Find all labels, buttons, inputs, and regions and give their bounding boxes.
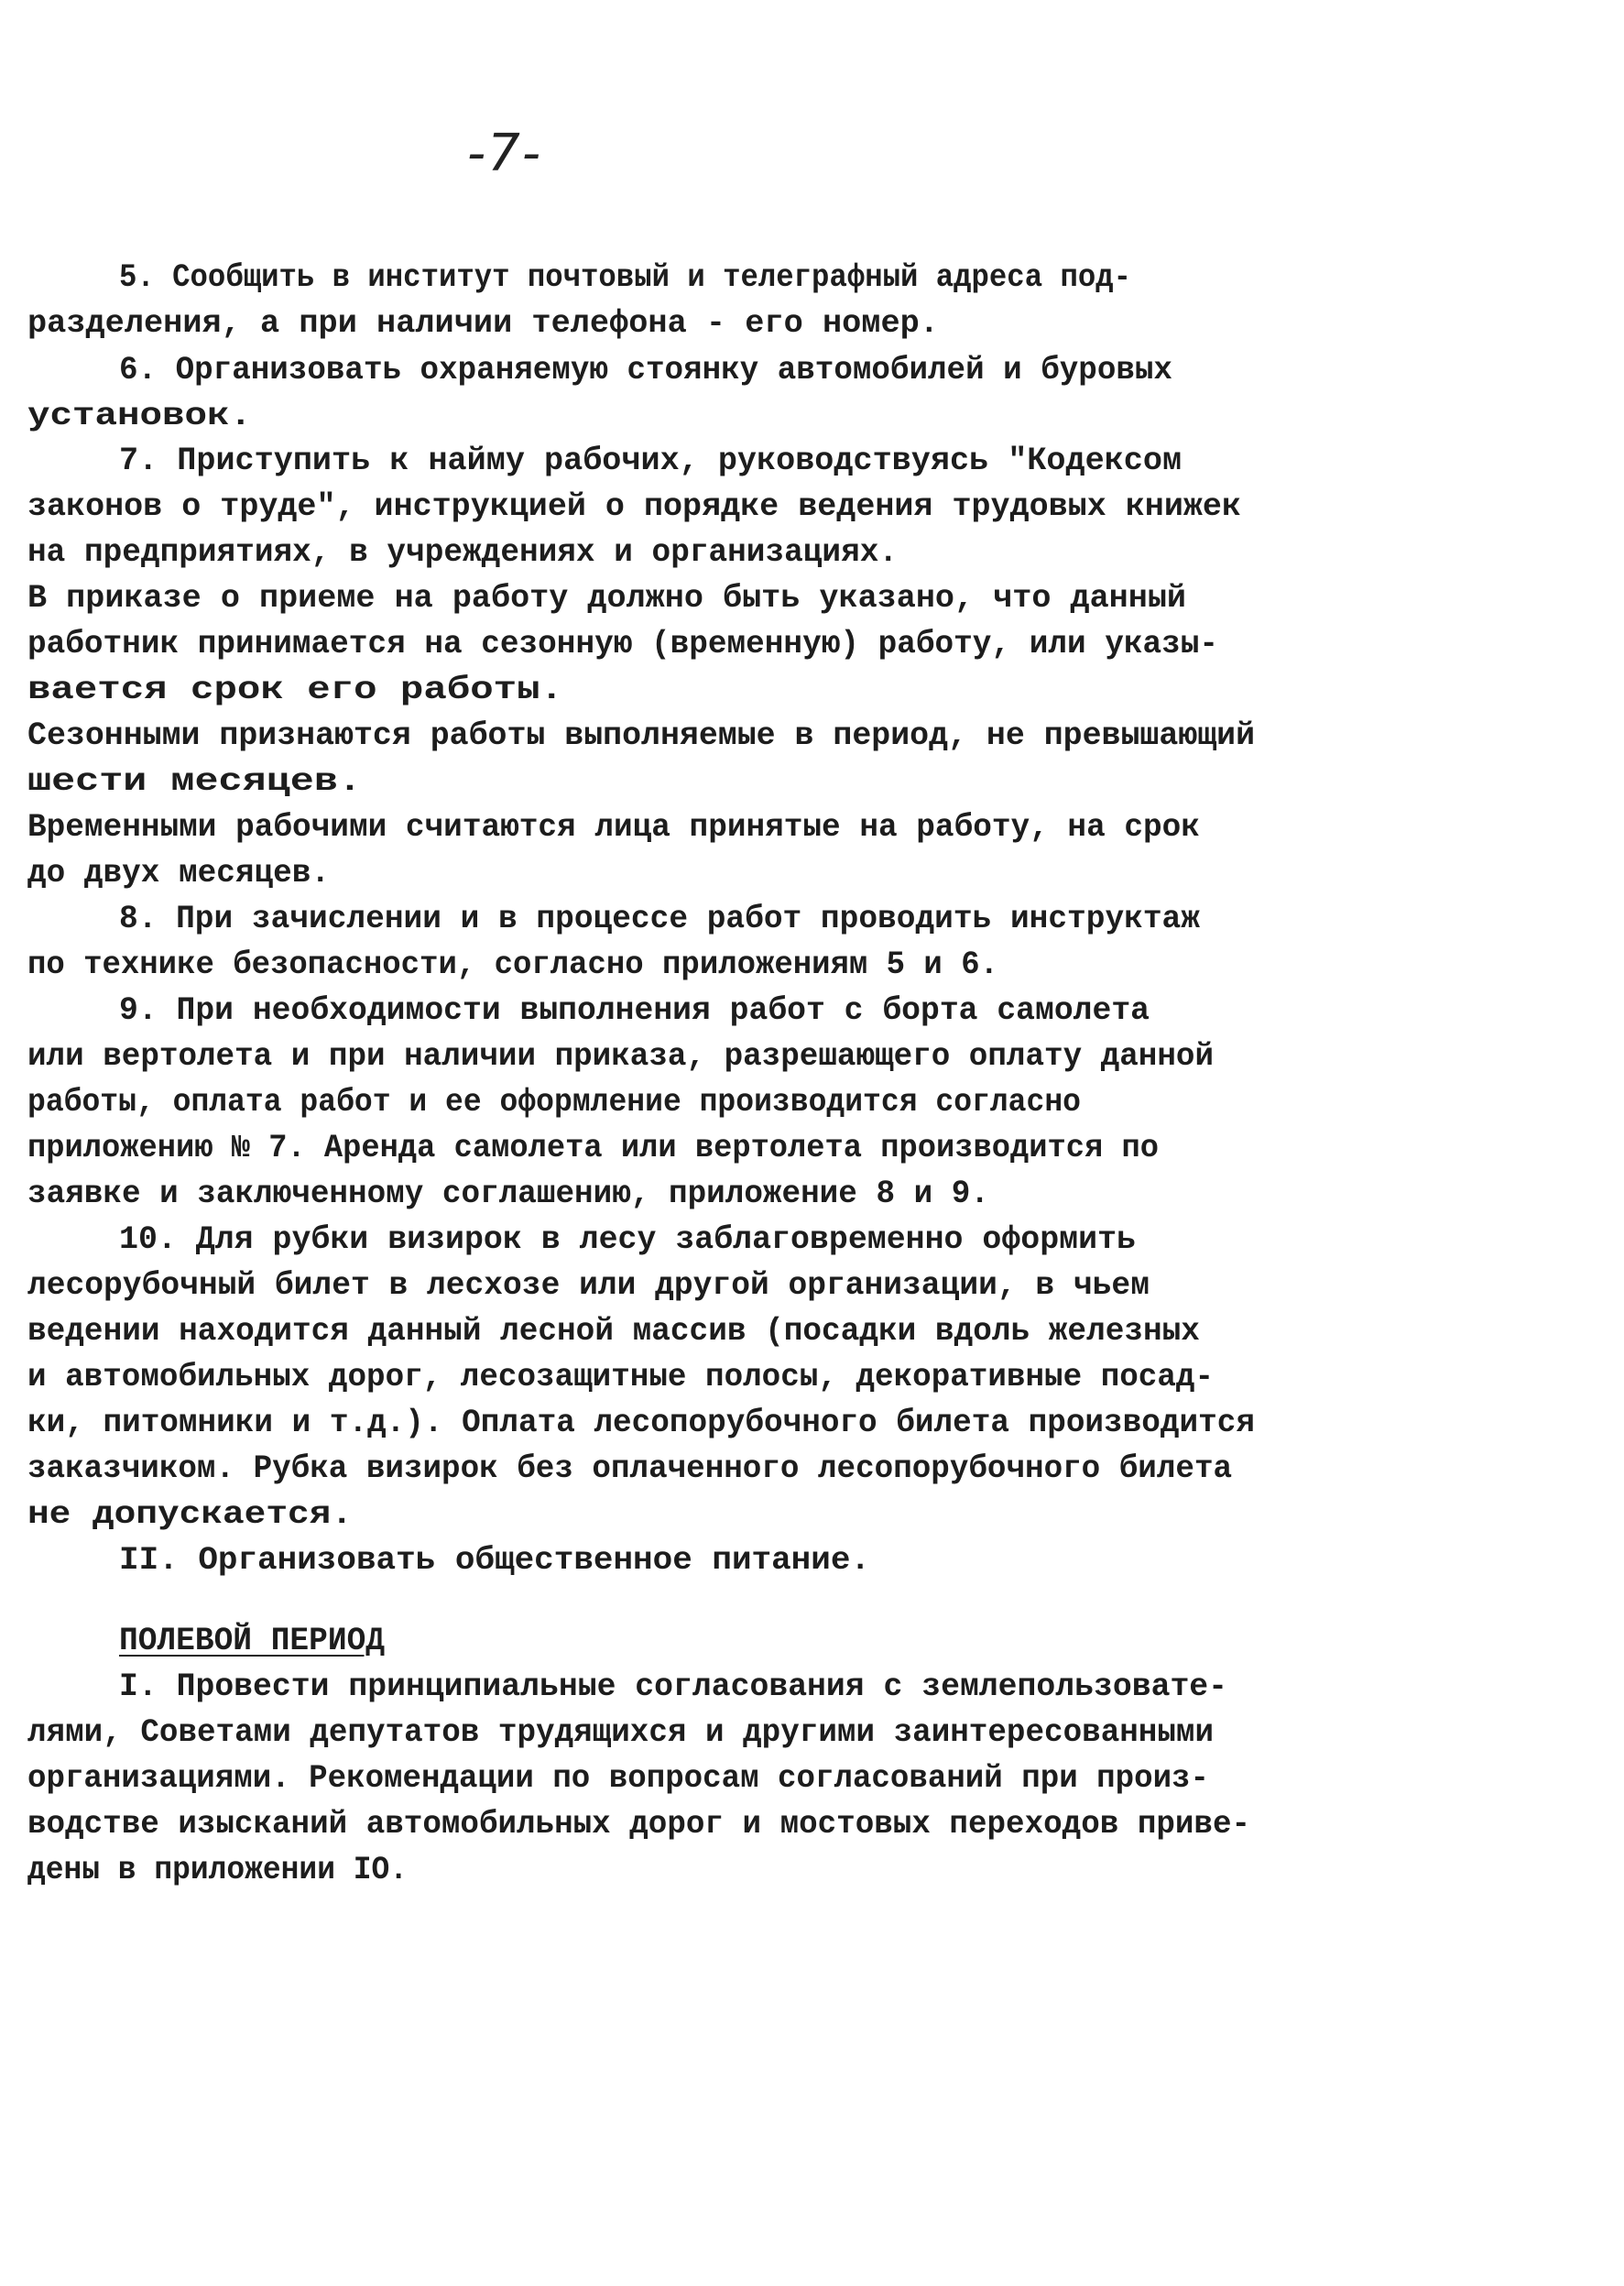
page-number: -7- [467,124,543,183]
text-line: 9. При необходимости выполнения работ с борта самолета [119,992,1150,1029]
text-line: дены в приложении IO. [27,1852,409,1888]
text-line: приложению № 7. Аренда самолета или вертолета производится по [27,1130,1159,1166]
text-line: шести месяцев. [27,763,362,800]
text-line: установок. [27,398,252,434]
text-line: и автомобильных дорог, лесозащитные полосы, декоративные посад- [27,1359,1215,1395]
text-line: или вертолета и при наличии приказа, разрешающего оплату данной [27,1038,1215,1075]
text-line: Временными рабочими считаются лица принятые на работу, на срок [27,809,1200,846]
text-line: по технике безопасности, согласно приложениям 5 и 6. [27,946,998,983]
text-line: ведении находится данный лесной массив (посадки вдоль железных [27,1313,1200,1350]
text-line: законов о труде", инструкцией о порядке ведения трудовых книжек [27,488,1241,525]
text-line: 8. При зачислении и в процессе работ проводить инструктаж [119,901,1200,937]
text-line: разделения, а при наличии телефона - его номер. [27,305,939,342]
text-line: работник принимается на сезонную (временную) работу, или указы- [27,626,1219,662]
text-line: заявке и заключенному соглашению, приложение 8 и 9. [27,1176,989,1212]
text-line: водстве изысканий автомобильных дорог и мостовых переходов приве- [27,1806,1251,1843]
text-line: II. Организовать общественное питание. [119,1542,871,1579]
text-line: Сезонными признаются работы выполняемые в период, не превышающий [27,717,1256,754]
text-line: на предприятиях, в учреждениях и организациях. [27,534,899,571]
text-line: 7. Приступить к найму рабочих, руководствуясь "Кодексом [119,443,1183,479]
text-line: 5. Сообщить в институт почтовый и телеграфный адреса под- [119,259,1132,296]
text-line: заказчиком. Рубка визирок без оплаченного лесопорубочного билета [27,1450,1233,1487]
text-line: работы, оплата работ и ее оформление производится согласно [27,1084,1081,1121]
text-line: вается срок его работы. [27,672,563,708]
text-line: 6. Организовать охраняемую стоянку автомобилей и буровых [119,352,1172,388]
text-line: I. Провести принципиальные согласования с землепользовате- [119,1668,1228,1705]
text-line: лесорубочный билет в лесхозе или другой организации, в чьем [27,1267,1150,1304]
text-line: лями, Советами депутатов трудящихся и другими заинтересованными [27,1714,1215,1751]
section-heading: ПОЛЕВОЙ ПЕРИОД [119,1623,386,1659]
text-line: ки, питомники и т.д.). Оплата лесопорубочного билета производится [27,1405,1255,1441]
text-line: В приказе о приеме на работу должно быть указано, что данный [27,580,1187,617]
text-line: не допускается. [27,1496,354,1533]
text-line: до двух месяцев. [27,855,331,891]
text-line: 10. Для рубки визирок в лесу заблаговременно оформить [119,1221,1136,1258]
text-line: организациями. Рекомендации по вопросам согласований при произ- [27,1760,1210,1797]
